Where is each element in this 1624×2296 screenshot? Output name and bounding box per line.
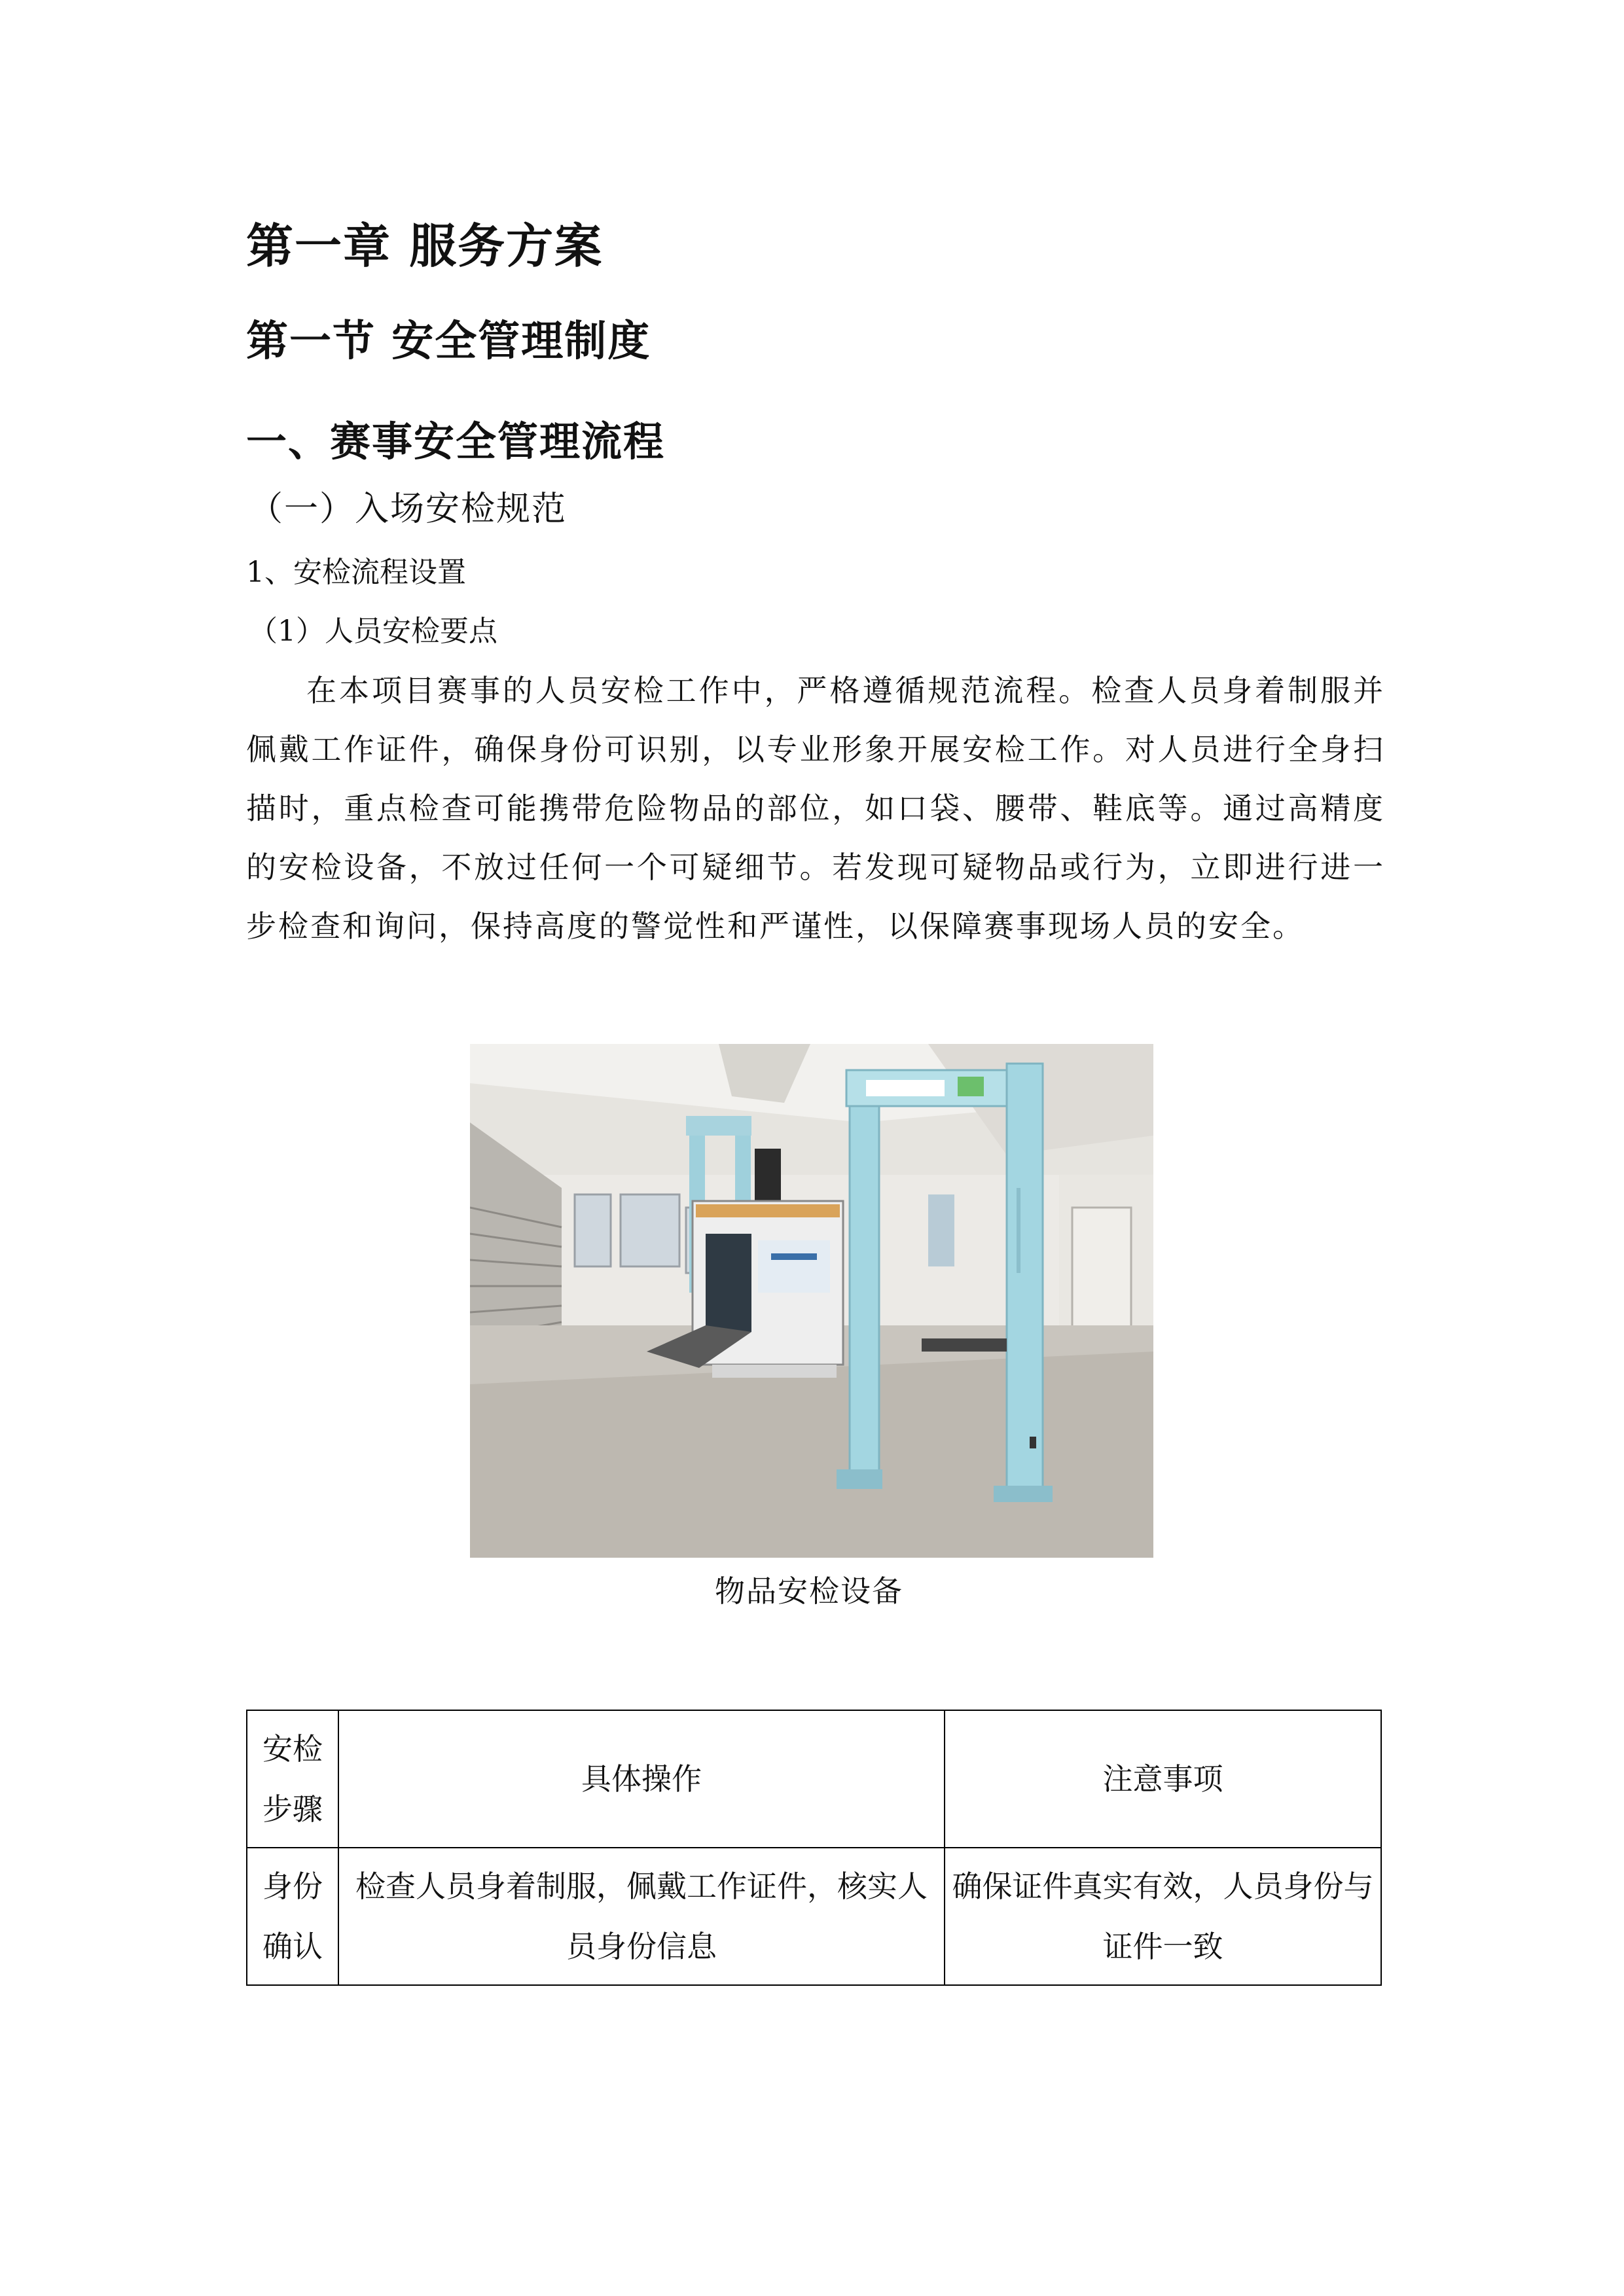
section-title: 第一节 安全管理制度 xyxy=(246,317,651,366)
subitem-title: （1）人员安检要点 xyxy=(249,615,497,648)
cell-step: 身份确认 xyxy=(247,1848,338,1985)
security-steps-table xyxy=(246,1710,1382,1986)
subsection-title: 一、赛事安全管理流程 xyxy=(246,418,666,465)
header-cell-notes: 注意事项 xyxy=(945,1710,1381,1848)
cell-operation: 检查人员身着制服，佩戴工作证件，核实人员身份信息 xyxy=(338,1848,945,1985)
item-title: 1、安检流程设置 xyxy=(246,556,466,589)
table-row xyxy=(247,1848,1381,1985)
header-cell-operation: 具体操作 xyxy=(338,1710,945,1848)
sub-subsection-title: （一）入场安检规范 xyxy=(249,490,568,529)
security-equipment-photo xyxy=(470,1044,1153,1558)
cell-notes: 确保证件真实有效，人员身份与证件一致 xyxy=(945,1848,1381,1985)
body-paragraph: 在本项目赛事的人员安检工作中，严格遵循规范流程。检查人员身着制服并佩戴工作证件，确保身份可识别，以专业形象开展安检工作。对人员进行全身扫描时，重点检查可能携带危险物品的部位，如口袋、腰带、鞋底等。通过高精度的安检设备，不放过任何一个可疑细节。若发现可疑物品或行为，立即进行进一步检查和询问，保持高度的警觉性和严谨性，以保障赛事现场人员的安全。 xyxy=(246,673,1385,944)
header-cell-step: 安检步骤 xyxy=(247,1710,338,1848)
figure-caption: 物品安检设备 xyxy=(715,1573,903,1609)
chapter-title: 第一章 服务方案 xyxy=(246,219,604,274)
table-header-row xyxy=(247,1710,1381,1848)
